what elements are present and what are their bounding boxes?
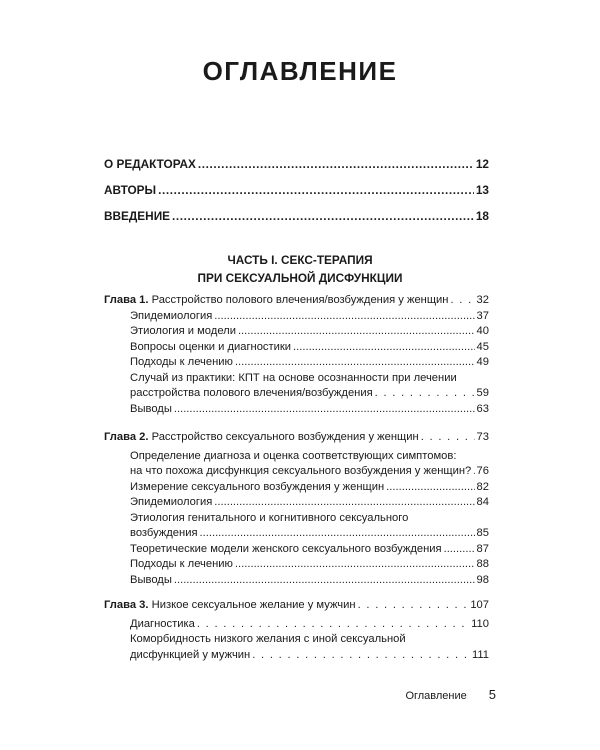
toc-item bbox=[104, 648, 489, 664]
item-page: 88 bbox=[476, 558, 489, 570]
toc-item bbox=[104, 557, 489, 573]
leader-dots bbox=[358, 598, 469, 614]
toc-entry-intro bbox=[104, 203, 489, 229]
chapter-1 bbox=[104, 293, 489, 417]
entry-page: 18 bbox=[475, 209, 489, 223]
toc-item bbox=[104, 402, 489, 418]
leader-dots bbox=[235, 557, 475, 573]
item-title-line1: Случай из практики: КПТ на основе осознанности при лечении bbox=[130, 371, 457, 384]
chapter-heading bbox=[104, 598, 489, 614]
item-title: Выводы bbox=[130, 402, 172, 415]
item-title-line1: Этиология генитального и когнитивного сексуального bbox=[130, 511, 409, 524]
leader-dots bbox=[421, 430, 475, 446]
item-title: Подходы к лечению bbox=[130, 356, 233, 368]
chapter-2 bbox=[104, 430, 489, 588]
part-heading-line1: ЧАСТЬ I. СЕКС-ТЕРАПИЯ bbox=[227, 253, 373, 267]
item-title: Подходы к лечению bbox=[130, 558, 233, 570]
part-heading bbox=[0, 251, 600, 287]
leader-dots bbox=[235, 355, 475, 371]
item-title: Эпидемиология bbox=[130, 309, 213, 322]
leader-dots bbox=[238, 324, 475, 340]
toc-item bbox=[104, 355, 489, 371]
toc-entry-authors bbox=[104, 177, 489, 203]
item-title: Измерение сексуального возбуждения у женщин bbox=[130, 480, 385, 493]
leader-dots bbox=[174, 573, 475, 589]
chapter-page: 32 bbox=[476, 294, 489, 306]
chapter-title: Низкое сексуальное желание у мужчин bbox=[151, 599, 356, 611]
chapter-heading bbox=[104, 430, 489, 446]
leader-dots bbox=[252, 648, 470, 664]
item-title: Теоретические модели женского сексуального возбуждения bbox=[130, 542, 442, 555]
page-number: 5 bbox=[488, 687, 496, 702]
item-page: 85 bbox=[476, 527, 489, 539]
item-title: Выводы bbox=[130, 573, 172, 586]
item-page: 76 bbox=[476, 465, 489, 477]
item-title: на что похожа дисфункция сексуального возбуждения у женщин? bbox=[130, 465, 472, 477]
entry-page: 13 bbox=[475, 183, 489, 197]
item-page: 98 bbox=[476, 573, 489, 586]
toc-item bbox=[104, 495, 489, 511]
chapter-heading bbox=[104, 293, 489, 309]
toc-item bbox=[104, 573, 489, 589]
leader-dots bbox=[293, 340, 475, 356]
entry-title: О РЕДАКТОРАХ bbox=[104, 157, 196, 171]
front-matter bbox=[104, 151, 489, 229]
chapter-page: 107 bbox=[470, 599, 489, 611]
item-title-line1: Коморбидность низкого желания с иной сексуальной bbox=[130, 633, 406, 645]
leader-dots bbox=[172, 203, 474, 229]
toc-item bbox=[104, 340, 489, 356]
leader-dots bbox=[214, 309, 474, 325]
chapter-title: Расстройство сексуального возбуждения у женщин bbox=[151, 431, 419, 443]
item-page: 84 bbox=[476, 496, 489, 508]
leader-dots bbox=[444, 542, 475, 558]
toc-item bbox=[104, 480, 489, 496]
item-page: 87 bbox=[476, 542, 489, 555]
toc-item bbox=[104, 324, 489, 340]
chapter-label: Глава 1. bbox=[104, 294, 149, 306]
chapter-label: Глава 2. bbox=[104, 431, 149, 443]
leader-dots bbox=[375, 386, 475, 402]
entry-page: 12 bbox=[475, 157, 489, 171]
entry-title: АВТОРЫ bbox=[104, 183, 157, 197]
toc-item bbox=[104, 617, 489, 633]
item-title: дисфункцией у мужчин bbox=[130, 648, 251, 661]
item-page: 59 bbox=[476, 387, 489, 399]
toc-item bbox=[104, 542, 489, 558]
leader-dots bbox=[473, 464, 474, 480]
item-page: 40 bbox=[476, 325, 489, 337]
toc-item bbox=[104, 464, 489, 480]
part-heading-line2: ПРИ СЕКСУАЛЬНОЙ ДИСФУНКЦИИ bbox=[197, 271, 403, 285]
toc-entry-editors bbox=[104, 151, 489, 177]
toc-item bbox=[104, 386, 489, 402]
chapter-page: 73 bbox=[476, 431, 489, 443]
leader-dots bbox=[174, 402, 475, 418]
item-page: 37 bbox=[476, 309, 489, 322]
item-title: Вопросы оценки и диагностики bbox=[130, 340, 292, 353]
item-title: Диагностика bbox=[130, 617, 195, 630]
item-title-line1: Определение диагноза и оценка соответствующих симптомов: bbox=[130, 449, 457, 462]
page-footer bbox=[405, 687, 496, 702]
page-title: ОГЛАВЛЕНИЕ bbox=[202, 56, 398, 86]
leader-dots bbox=[158, 177, 474, 203]
item-title: Этиология и модели bbox=[130, 325, 236, 337]
entry-title: ВВЕДЕНИЕ bbox=[104, 209, 171, 223]
footer-label: Оглавление bbox=[405, 690, 467, 702]
leader-dots bbox=[214, 495, 474, 511]
item-page: 110 bbox=[471, 617, 489, 630]
toc-item bbox=[104, 309, 489, 325]
item-title: расстройства полового влечения/возбуждения bbox=[130, 387, 373, 399]
item-page: 82 bbox=[476, 480, 489, 493]
item-title: возбуждения bbox=[130, 527, 198, 539]
toc-item bbox=[104, 526, 489, 542]
leader-dots bbox=[197, 617, 469, 633]
chapter-title: Расстройство полового влечения/возбуждения у женщин bbox=[151, 294, 449, 306]
leader-dots bbox=[198, 151, 474, 177]
item-page: 111 bbox=[471, 648, 489, 661]
leader-dots bbox=[386, 480, 474, 496]
leader-dots bbox=[200, 526, 475, 542]
leader-dots bbox=[450, 293, 474, 309]
chapter-3 bbox=[104, 598, 489, 663]
item-page: 45 bbox=[476, 340, 489, 353]
item-title: Эпидемиология bbox=[130, 496, 213, 508]
chapter-label: Глава 3. bbox=[104, 599, 149, 611]
item-page: 49 bbox=[476, 356, 489, 368]
item-page: 63 bbox=[476, 402, 489, 415]
